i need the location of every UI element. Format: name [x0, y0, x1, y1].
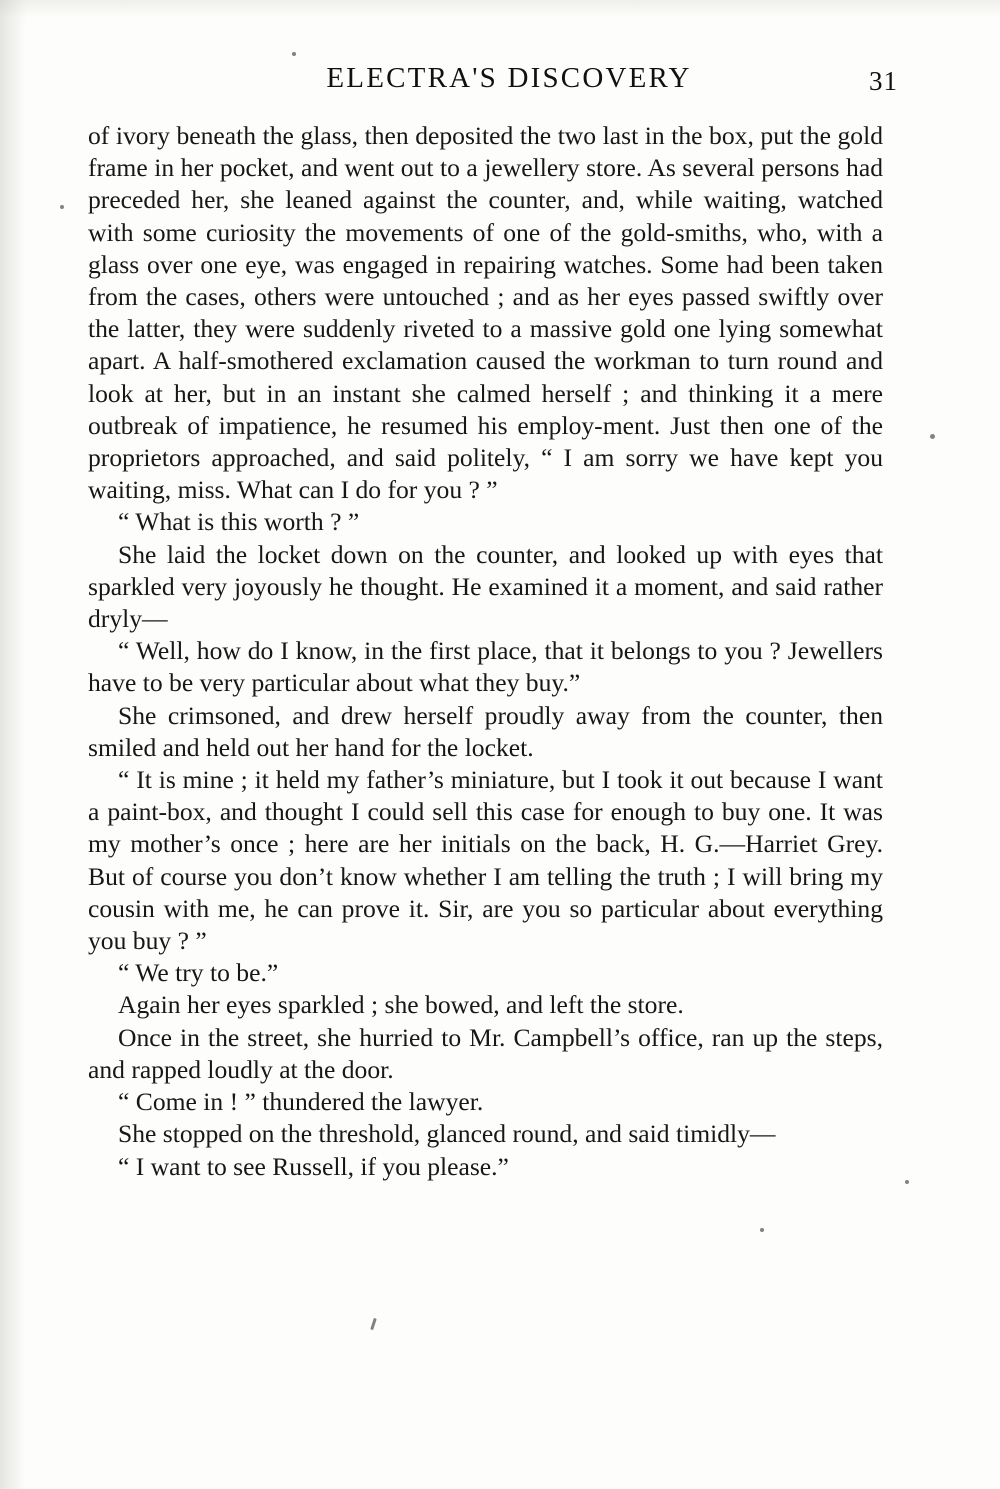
scan-speck: [930, 434, 935, 439]
scan-speck: [760, 1228, 764, 1232]
page-body: [88, 120, 883, 1183]
scan-speck: [292, 52, 296, 56]
scan-speck: [905, 1180, 909, 1184]
spine-shadow: [0, 0, 26, 1489]
paragraph: “ Come in ! ” thundered the lawyer.: [118, 1087, 484, 1117]
top-edge-shadow: [0, 0, 1000, 18]
paragraph: Again her eyes sparkled ; she bowed, and left the store.: [118, 990, 684, 1020]
scan-speck: [60, 205, 64, 209]
paragraph: “ I want to see Russell, if you please.”: [118, 1151, 509, 1181]
page-number: 31: [869, 66, 898, 96]
paragraph: She crimsoned, and drew herself proudly away from the counter, then smiled and held out her hand for the locket.: [88, 700, 883, 762]
scan-speck: [370, 1318, 377, 1330]
running-head: ELECTRA'S DISCOVERY: [326, 62, 692, 94]
paragraph: Once in the street, she hurried to Mr. Campbell’s office, ran up the steps, and rapped loudly at the door.: [88, 1022, 883, 1084]
paragraph: “ We try to be.”: [118, 958, 279, 988]
paragraph: She stopped on the threshold, glanced round, and said timidly—: [118, 1119, 776, 1149]
paragraph: “ It is mine ; it held my father’s miniature, but I took it out because I want a paint-box, and thought I could sell this case for enough to buy one. It was my mother’s once ; here are her initials on the back, H. G.—Harriet Grey. But of course you don’t know whether I am telling the truth ; I will bring my cousin with me, he can prove it. Sir, are you so particular about everything you buy ? ”: [88, 765, 883, 956]
paragraph: “ Well, how do I know, in the first place, that it belongs to you ? Jewellers have to be very particular about what they buy.”: [88, 636, 883, 698]
page-header: [88, 62, 912, 106]
paragraph: of ivory beneath the glass, then deposited the two last in the box, put the gold frame in her pocket, and went out to a jewellery store. As several persons had preceded her, she leaned against the counter, and, while waiting, watched with some curiosity the movements of one of the gold-smiths, who, with a glass over one eye, was engaged in repairing watches. Some had been taken from the cases, others were untouched ; and as her eyes passed swiftly over the latter, they were suddenly riveted to a massive gold one lying somewhat apart. A half-smothered exclamation caused the workman to turn round and look at her, but in an instant she calmed herself ; and thinking it a mere outbreak of impatience, he resumed his employ-ment. Just then one of the proprietors approached, and said politely, “ I am sorry we have kept you waiting, miss. What can I do for you ? ”: [88, 121, 883, 505]
paragraph: “ What is this worth ? ”: [118, 507, 360, 537]
paragraph: She laid the locket down on the counter, and looked up with eyes that sparkled very joyously he thought. He examined it a moment, and said rather dryly—: [88, 539, 883, 634]
